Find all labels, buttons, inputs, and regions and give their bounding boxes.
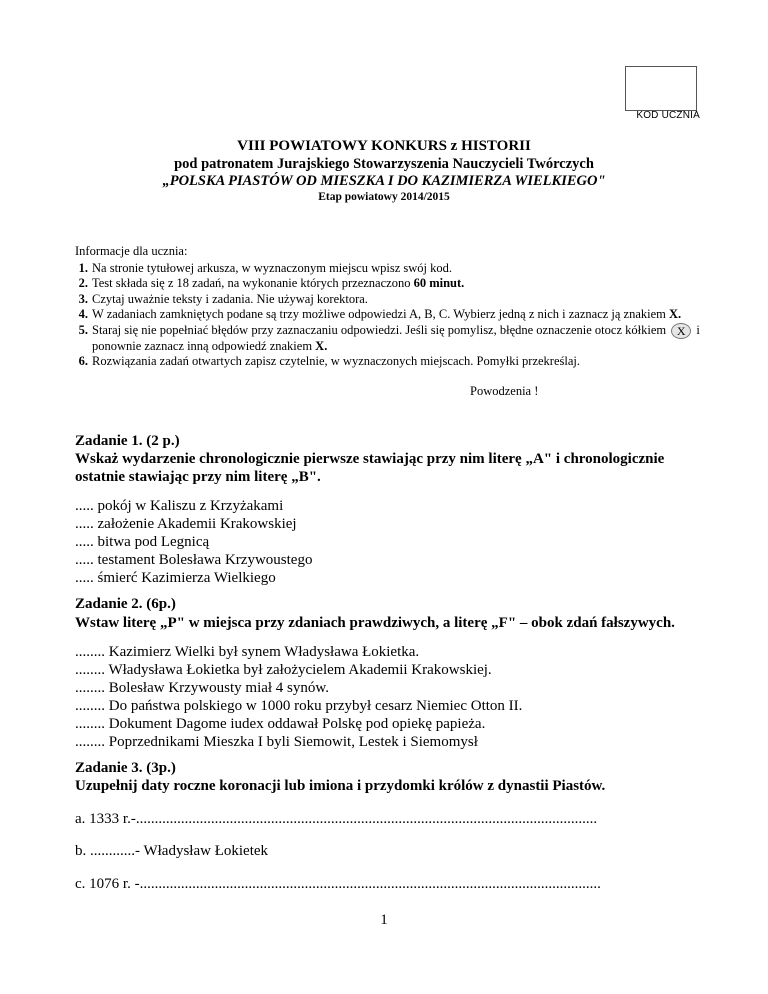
info-item-text: Staraj się nie popełniać błędów przy zaznaczaniu odpowiedzi. Jeśli się pomylisz, błędne oznaczenie otocz kółkiem [92,322,667,337]
info-item-number: 2. [78,276,88,291]
contest-title: VIII POWIATOWY KONKURS z HISTORII [237,138,531,154]
info-item-number: 3. [78,291,88,306]
info-item [75,276,715,291]
info-item-number: 6. [78,354,88,369]
task3-line-a[interactable]: a. 1333 r.-........................................................................................................................... [75,811,598,827]
task2-title: Zadanie 2. (6p.) [75,596,176,612]
contest-subtitle: „POLSKA PIASTÓW OD MIESZKA I DO KAZIMIERZA WIELKIEGO" [162,173,606,189]
task1-item[interactable]: ..... pokój w Kaliszu z Krzyżakami [75,498,284,514]
info-item [75,292,715,307]
task1-instruction: Wskaż wydarzenie chronologicznie pierwsze stawiając przy nim literę „A" i chronologicznie ostatnie stawiając przy nim literę „B". [75,451,665,485]
info-item-emphasis: X. [315,338,328,353]
info-item-number: 1. [78,261,88,275]
info-item [75,307,715,322]
task1-item[interactable]: ..... bitwa pod Legnicą [75,534,210,550]
student-code-label: KOD UCZNIA [636,110,700,121]
task1-item[interactable]: ..... testament Bolesława Krzywoustego [75,552,313,568]
task2-item[interactable]: ........ Poprzednikami Mieszka I byli Siemowit, Lestek i Siemomysł [75,734,478,750]
task3-title: Zadanie 3. (3p.) [75,760,176,776]
task1-item[interactable]: ..... śmierć Kazimierza Wielkiego [75,570,276,586]
page-number: 1 [380,912,388,928]
task2-item[interactable]: ........ Do państwa polskiego w 1000 roku przybył cesarz Niemiec Otton II. [75,698,523,714]
info-item [75,323,715,355]
info-item-text: W zadaniach zamkniętych podane są trzy możliwe odpowiedzi A, B, C. Wybierz jedną z nich i zaznacz ją znakiem [92,307,670,322]
stage-line: Etap powiatowy 2014/2015 [318,191,450,203]
patronage-line: pod patronatem Jurajskiego Stowarzyszenia Nauczycieli Twórczych [174,156,594,172]
task2-list [75,643,522,751]
task2-item[interactable]: ........ Kazimierz Wielki był synem Władysława Łokietka. [75,644,420,660]
good-luck-text: Powodzenia ! [470,384,539,398]
task3-line-c[interactable]: c. 1076 r. -........................................................................................................................... [75,876,601,892]
task3-line-b[interactable]: b. ............- Władysław Łokietek [75,843,269,859]
task1-list [75,497,312,587]
circled-x-icon: X [671,323,691,339]
info-item-text: Rozwiązania zadań otwartych zapisz czytelnie, w wyznaczonych miejscach. Pomyłki przekreślaj. [92,354,580,369]
task2-item[interactable]: ........ Dokument Dagome iudex oddawał Polskę pod opiekę papieża. [75,716,486,732]
student-code-box[interactable] [625,66,697,111]
info-item [75,354,715,369]
info-item-text: i ponownie zaznacz inną odpowiedź znakiem [92,322,700,353]
task1-item[interactable]: ..... założenie Akademii Krakowskiej [75,516,297,532]
info-item-emphasis: X. [669,307,682,322]
task2-item[interactable]: ........ Władysława Łokietka był założycielem Akademii Krakowskiej. [75,662,492,678]
task2-instruction: Wstaw literę „P" w miejsca przy zdaniach prawdziwych, a literę „F" – obok zdań fałszywych. [75,615,675,631]
task2-item[interactable]: ........ Bolesław Krzywousty miał 4 synów. [75,680,330,696]
info-item-emphasis: 60 minut. [413,276,465,291]
info-heading: Informacje dla ucznia: [75,244,188,258]
task3-instruction: Uzupełnij daty roczne koronacji lub imiona i przydomki królów z dynastii Piastów. [75,778,606,794]
info-item-number: 4. [78,307,88,322]
info-list [75,261,715,370]
info-item-text: Test składa się z 18 zadań, na wykonanie których przeznaczono [92,276,414,291]
info-item-number: 5. [78,322,88,337]
info-item-text: Czytaj uważnie teksty i zadania. Nie używaj korektora. [92,291,368,306]
info-item-text: Na stronie tytułowej arkusza, w wyznaczonym miejscu wpisz swój kod. [92,261,452,275]
info-item [75,261,715,276]
task1-title: Zadanie 1. (2 p.) [75,433,180,449]
